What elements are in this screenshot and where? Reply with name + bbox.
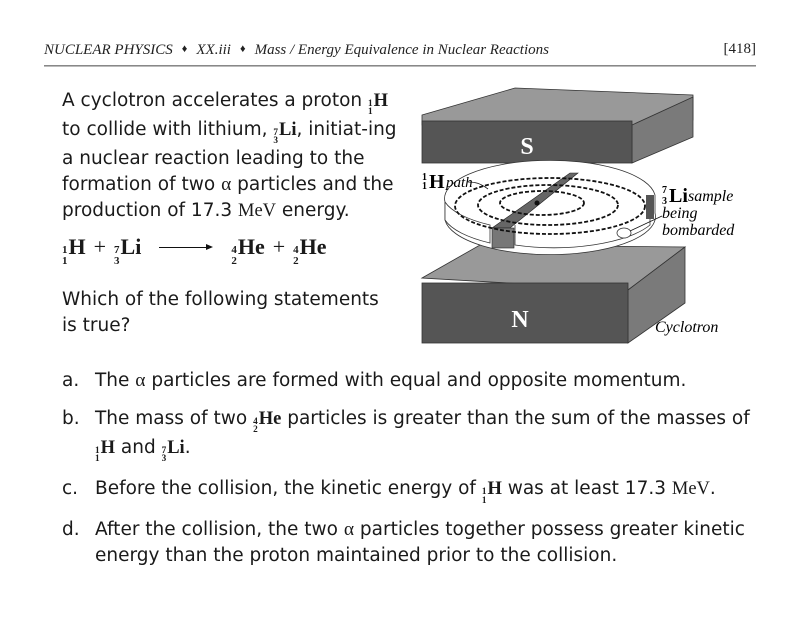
- plus-sign: +: [272, 234, 286, 259]
- reaction-arrow-icon: [159, 247, 211, 248]
- magnet-n-label: N: [511, 307, 529, 333]
- intro-text: particles and the production of 17.3: [62, 174, 394, 222]
- header-rule: [44, 65, 756, 67]
- nuclide-he4: 4 2 He: [253, 409, 282, 436]
- nuclide-h1: 1 1 H: [368, 91, 389, 118]
- option-c[interactable]: [62, 476, 762, 505]
- cyclotron-dees: [445, 160, 662, 254]
- problem-intro: [62, 88, 398, 224]
- reaction-equation: [62, 234, 327, 266]
- sample-label: sample: [688, 188, 734, 205]
- header-topic: Mass / Energy Equivalence in Nuclear Reactions: [254, 42, 549, 58]
- answer-options: [62, 368, 762, 581]
- header-subject: NUCLEAR PHYSICS: [44, 42, 173, 58]
- sample-label: bombarded: [662, 222, 735, 239]
- nuclide-he4: 4 2 He: [293, 234, 327, 267]
- magnet-north: [422, 245, 685, 343]
- running-header: [44, 42, 756, 64]
- option-text: Before the collision, the kinetic energy of 1 1 H was at least 17.3 MeV.: [95, 478, 716, 506]
- option-b[interactable]: [62, 406, 762, 464]
- svg-text:3: 3: [662, 196, 667, 207]
- magnet-south: [422, 88, 693, 163]
- svg-text:7: 7: [662, 185, 667, 196]
- page-number: [418]: [723, 41, 756, 57]
- option-key: c.: [62, 478, 79, 500]
- option-key: a.: [62, 370, 80, 391]
- nuclide-h1: 1 1 H: [62, 234, 86, 267]
- option-key: b.: [62, 408, 80, 429]
- diamond-separator-icon: ♦: [181, 43, 188, 55]
- intro-text: , initiat-ing a nuclear reaction leading to the formation of two: [62, 119, 397, 196]
- option-a[interactable]: [62, 368, 762, 394]
- alpha-symbol: α: [221, 174, 232, 196]
- svg-text:1: 1: [422, 181, 427, 192]
- mev-unit: MeV: [238, 201, 277, 222]
- path-label: path: [446, 175, 473, 191]
- header-section: XX.iii: [196, 42, 231, 58]
- option-d[interactable]: [62, 517, 762, 569]
- nuclide-li7: 7 3 Li: [114, 234, 142, 267]
- intro-text: energy.: [276, 200, 350, 222]
- intro-text: A cyclotron accelerates a proton: [62, 90, 368, 111]
- nuclide-li7: 7 3 Li: [161, 438, 185, 465]
- magnet-s-label: S: [520, 134, 534, 160]
- h-path-symbol: H: [429, 171, 445, 193]
- diamond-separator-icon: ♦: [239, 43, 246, 55]
- alpha-symbol: α: [135, 370, 146, 391]
- sample-label: being: [662, 205, 698, 222]
- question-text: Which of the following statements is true?: [62, 289, 379, 336]
- intro-text: to collide with lithium,: [62, 119, 274, 141]
- option-key: d.: [62, 519, 80, 541]
- header-breadcrumb: [44, 42, 549, 59]
- cyclotron-diagram: [410, 85, 780, 355]
- nuclide-h1: 1 1 H: [95, 438, 116, 465]
- nuclide-h1: 1 1 H: [481, 479, 502, 506]
- diagram-caption: Cyclotron: [655, 319, 719, 336]
- plus-sign: +: [93, 234, 107, 259]
- option-text: The α particles are formed with equal and opposite momentum.: [95, 370, 687, 391]
- nuclide-li7: 7 3 Li: [273, 120, 297, 147]
- option-text: After the collision, the two α particles together possess greater kinetic energy than the proton maintained prior to the collision.: [95, 519, 745, 567]
- mev-unit: MeV: [671, 479, 710, 500]
- svg-text:1: 1: [422, 172, 427, 183]
- li-sample-symbol: Li: [669, 185, 688, 207]
- nuclide-he4: 4 2 He: [231, 234, 265, 267]
- alpha-symbol: α: [343, 519, 355, 541]
- option-text: The mass of two 4 2 He particles is greater than the sum of the masses of 1 1 H and 7 3 Li.: [95, 408, 750, 465]
